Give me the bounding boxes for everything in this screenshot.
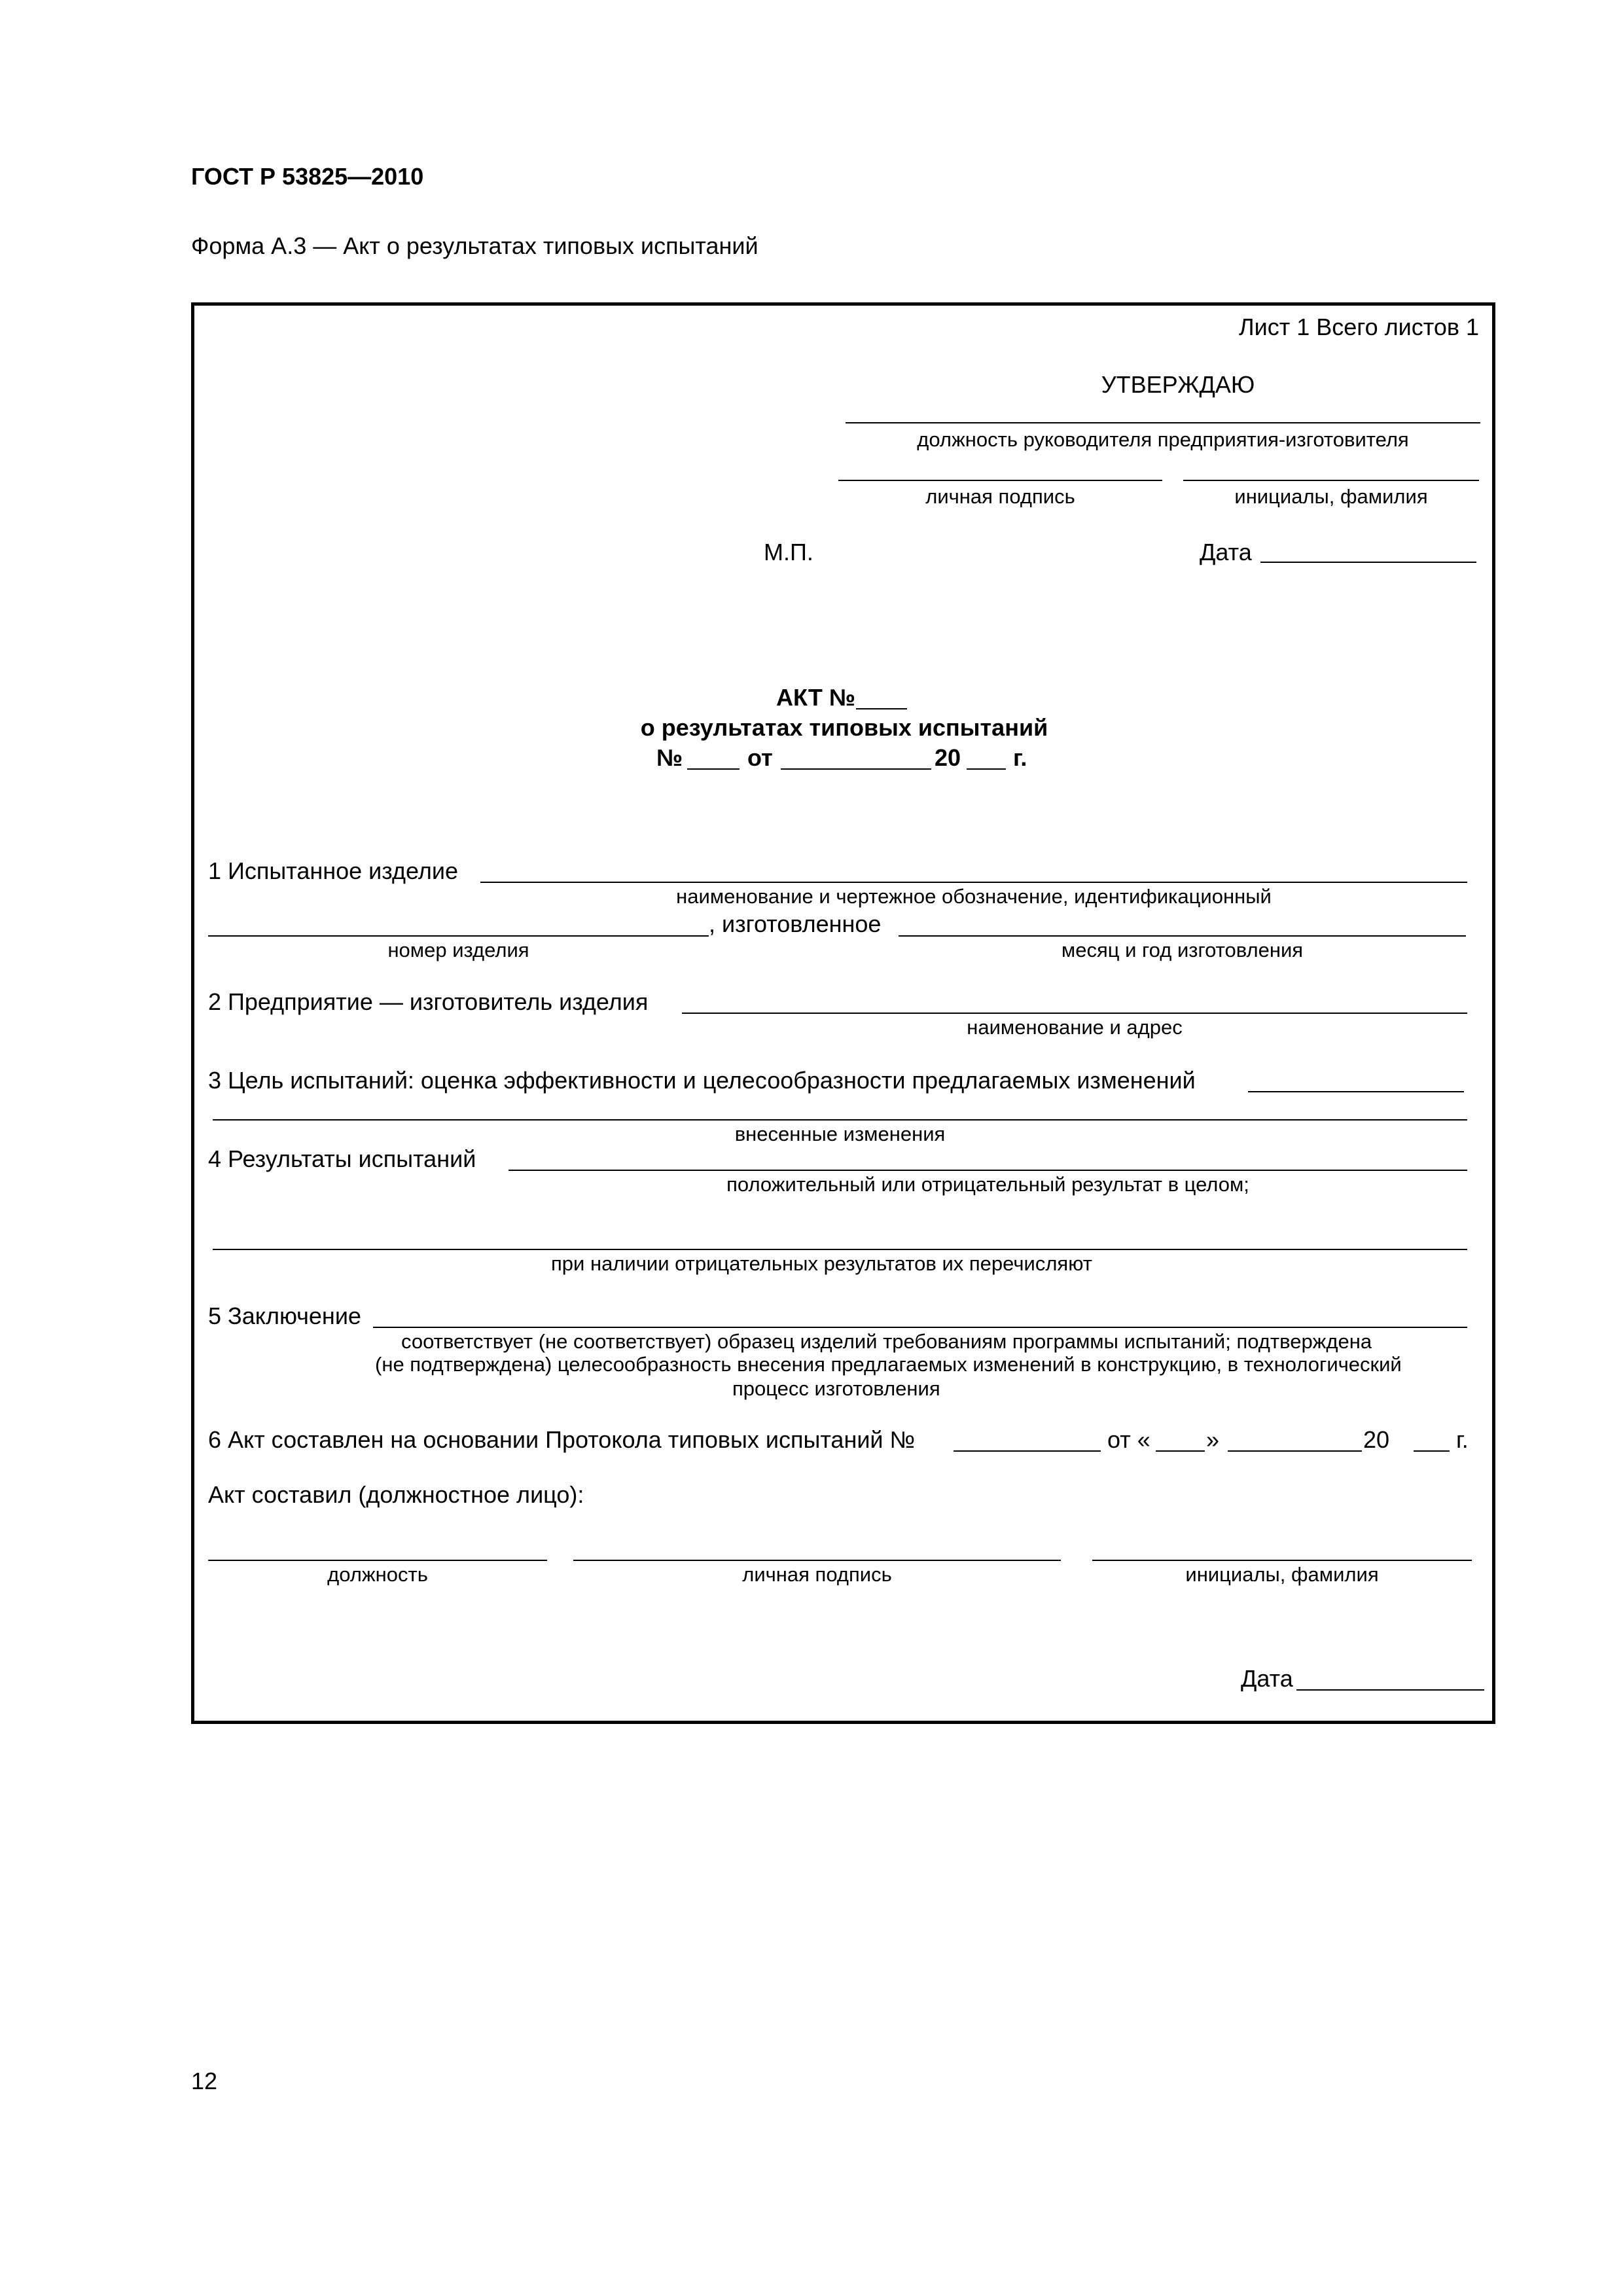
item5-conclusion-line[interactable]: [373, 1327, 1467, 1328]
item6-g-label: г.: [1456, 1426, 1469, 1453]
item3-label: 3 Цель испытаний: оценка эффективности и целесообразности предлагаемых изменений: [208, 1067, 1196, 1094]
item6-from-label: от «: [1107, 1426, 1150, 1453]
item2-manufacturer-line[interactable]: [682, 1013, 1467, 1014]
act-year-label: 20: [935, 744, 961, 771]
act-subtitle: о результатах типовых испытаний: [640, 714, 1048, 741]
act-number-label: АКТ №: [776, 684, 855, 711]
approver-position-caption: должность руководителя предприятия-изготовителя: [917, 428, 1409, 451]
item1-made-date-line[interactable]: [899, 935, 1466, 937]
act-g-label: г.: [1013, 744, 1027, 771]
compiler-name-caption: инициалы, фамилия: [1185, 1563, 1379, 1586]
item2-label: 2 Предприятие — изготовитель изделия: [208, 988, 649, 1015]
item5-caption-line3: процесс изготовления: [732, 1377, 940, 1400]
item6-year-line[interactable]: [1414, 1450, 1450, 1452]
item1-number-line[interactable]: [208, 935, 709, 937]
item6-month-line[interactable]: [1228, 1450, 1362, 1452]
item1-made-label: , изготовленное: [709, 910, 882, 937]
item6-day-line[interactable]: [1156, 1450, 1205, 1452]
item4-label: 4 Результаты испытаний: [208, 1145, 476, 1172]
item4-negative-line[interactable]: [213, 1249, 1467, 1250]
item5-label: 5 Заключение: [208, 1302, 361, 1329]
compiler-position-caption: должность: [327, 1563, 428, 1586]
act-date-line[interactable]: [781, 768, 931, 770]
item1-product-caption: наименование и чертежное обозначение, идентификационный: [676, 885, 1272, 908]
document-title: ГОСТ Р 53825—2010: [191, 163, 424, 190]
compiler-name-line[interactable]: [1092, 1560, 1472, 1561]
item4-results-caption: положительный или отрицательный результат в целом;: [726, 1173, 1249, 1196]
stamp-label: М.П.: [764, 539, 813, 565]
page-number: 12: [191, 2068, 218, 2094]
act-number-line[interactable]: [856, 708, 907, 709]
approve-label: УТВЕРЖДАЮ: [1101, 371, 1255, 398]
act-no-line[interactable]: [687, 768, 740, 770]
compiled-date-line[interactable]: [1296, 1689, 1484, 1691]
approval-date-label: Дата: [1200, 539, 1252, 565]
item1-product-line[interactable]: [480, 882, 1467, 883]
approver-name-line[interactable]: [1183, 480, 1479, 481]
approval-date-line[interactable]: [1260, 562, 1476, 563]
item4-negative-caption: при наличии отрицательных результатов их перечисляют: [551, 1252, 1092, 1275]
item3-changes-line-2[interactable]: [213, 1119, 1467, 1121]
item6-year-label: 20: [1363, 1426, 1390, 1453]
compiled-date-label: Дата: [1241, 1665, 1293, 1692]
item5-caption-line2: (не подтверждена) целесообразность внесения предлагаемых изменений в конструкцию, в технологический: [375, 1353, 1402, 1376]
item3-changes-line[interactable]: [1248, 1091, 1464, 1092]
approver-position-line[interactable]: [846, 422, 1480, 423]
item6-label: 6 Акт составлен на основании Протокола типовых испытаний №: [208, 1426, 916, 1453]
item3-changes-caption: внесенные изменения: [734, 1122, 946, 1145]
act-year-line[interactable]: [967, 768, 1006, 770]
item1-label: 1 Испытанное изделие: [208, 857, 458, 884]
approver-signature-caption: личная подпись: [925, 485, 1075, 508]
compiler-signature-caption: личная подпись: [742, 1563, 892, 1586]
form-caption: Форма А.3 — Акт о результатах типовых испытаний: [191, 232, 758, 259]
item1-date-caption: месяц и год изготовления: [1061, 939, 1304, 961]
compiled-by-label: Акт составил (должностное лицо):: [208, 1481, 584, 1508]
act-from-label: от: [747, 744, 773, 771]
compiler-position-line[interactable]: [208, 1560, 547, 1561]
approver-name-caption: инициалы, фамилия: [1234, 485, 1428, 508]
sheet-info: Лист 1 Всего листов 1: [1238, 314, 1479, 340]
item6-protocol-no-line[interactable]: [954, 1450, 1101, 1452]
item2-manufacturer-caption: наименование и адрес: [967, 1016, 1183, 1039]
item6-quote: »: [1206, 1426, 1220, 1453]
item5-caption-line1: соответствует (не соответствует) образец изделий требованиям программы испытаний; подтверждена: [401, 1330, 1372, 1353]
compiler-signature-line[interactable]: [573, 1560, 1061, 1561]
act-no-label: №: [656, 744, 683, 771]
approver-signature-line[interactable]: [838, 480, 1162, 481]
item1-number-caption: номер изделия: [387, 939, 529, 961]
item4-results-line[interactable]: [508, 1170, 1467, 1171]
